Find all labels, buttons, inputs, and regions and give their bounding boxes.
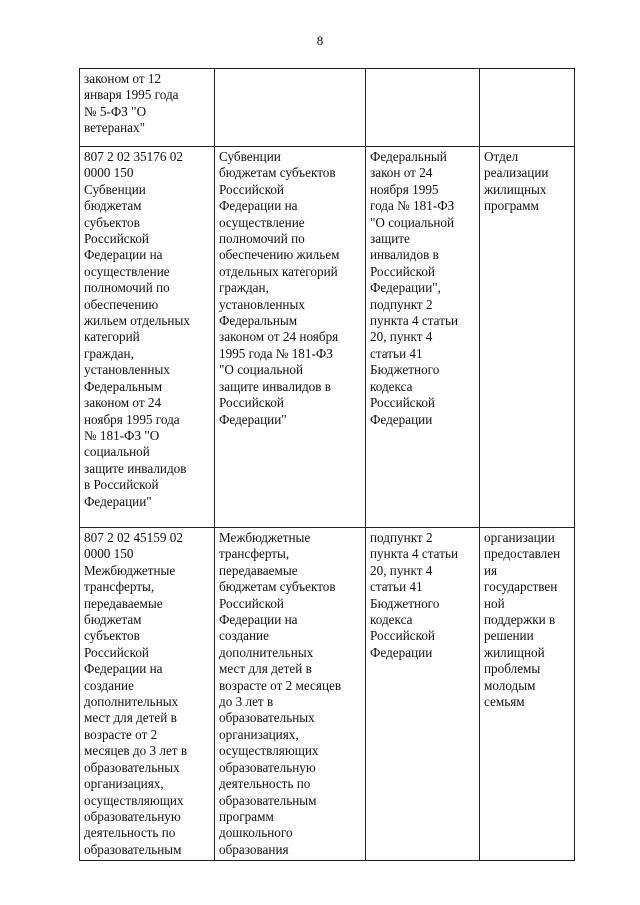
budget-codes-table [79, 68, 575, 861]
table-cell-legal-basis [366, 147, 480, 528]
page-number: 8 [316, 33, 324, 48]
table-cell-department [480, 147, 575, 528]
cell-text: 807 2 02 35176 02 0000 150 Субвенции бюджетам субъектов Российской Федерации на осуществление полномочий по обеспечению жильем отдельных категорий граждан, установленных Федеральным законом от 24 ноября 1995 года № 181-ФЗ "О социальной защите инвалидов в Российской Федерации" [84, 149, 190, 509]
table-cell-name [215, 528, 366, 861]
cell-text: 807 2 02 45159 02 0000 150 Межбюджетные трансферты, передаваемые бюджетам субъектов Российской Федерации на создание дополнительных мест для детей в возрасте от 2 месяцев до 3 лет в образовательных организациях, осуществляющих образовательную деятельность по образовательным [84, 530, 188, 857]
cell-text: Межбюджетные трансферты, передаваемые бюджетам субъектов Российской Федерации на создание дополнительных мест для детей в возрасте от 2 месяцев до 3 лет в образовательных организациях, осуществляющих образовательную деятельность по образовательным программ дошкольного образования [219, 530, 342, 857]
table-cell-department [480, 69, 575, 147]
table-row [80, 528, 575, 861]
cell-text: Отдел реализации жилищных программ [484, 149, 549, 214]
table-cell-legal-basis [366, 528, 480, 861]
table-cell-code [80, 147, 215, 528]
table-cell-name [215, 69, 366, 147]
table-cell-name [215, 147, 366, 528]
table-cell-department [480, 528, 575, 861]
table-cell-code [80, 528, 215, 861]
cell-text: законом от 12 января 1995 года № 5-ФЗ "О ветеранах" [84, 71, 179, 136]
cell-text: Федеральный закон от 24 ноября 1995 года № 181-ФЗ "О социальной защите инвалидов в Российской Федерации", подпункт 2 пункта 4 статьи 20, пункт 4 статьи 41 Бюджетного кодекса Российской Федерации [370, 149, 459, 427]
table-row [80, 147, 575, 528]
cell-text: Субвенции бюджетам субъектов Российской Федерации на осуществление полномочий по обеспечению жильем отдельных категорий граждан, установленных Федеральным законом от 24 ноября 1995 года № 181-ФЗ "О социальной защите инвалидов в Российской Федерации" [219, 149, 340, 427]
table-cell-legal-basis [366, 69, 480, 147]
cell-text: подпункт 2 пункта 4 статьи 20, пункт 4 статьи 41 Бюджетного кодекса Российской Федерации [370, 530, 459, 660]
table-row [80, 69, 575, 147]
cell-text: организации предоставлен ия государствен ной поддержки в решении жилищной проблемы молодым семьям [484, 530, 561, 710]
table-cell-code [80, 69, 215, 147]
